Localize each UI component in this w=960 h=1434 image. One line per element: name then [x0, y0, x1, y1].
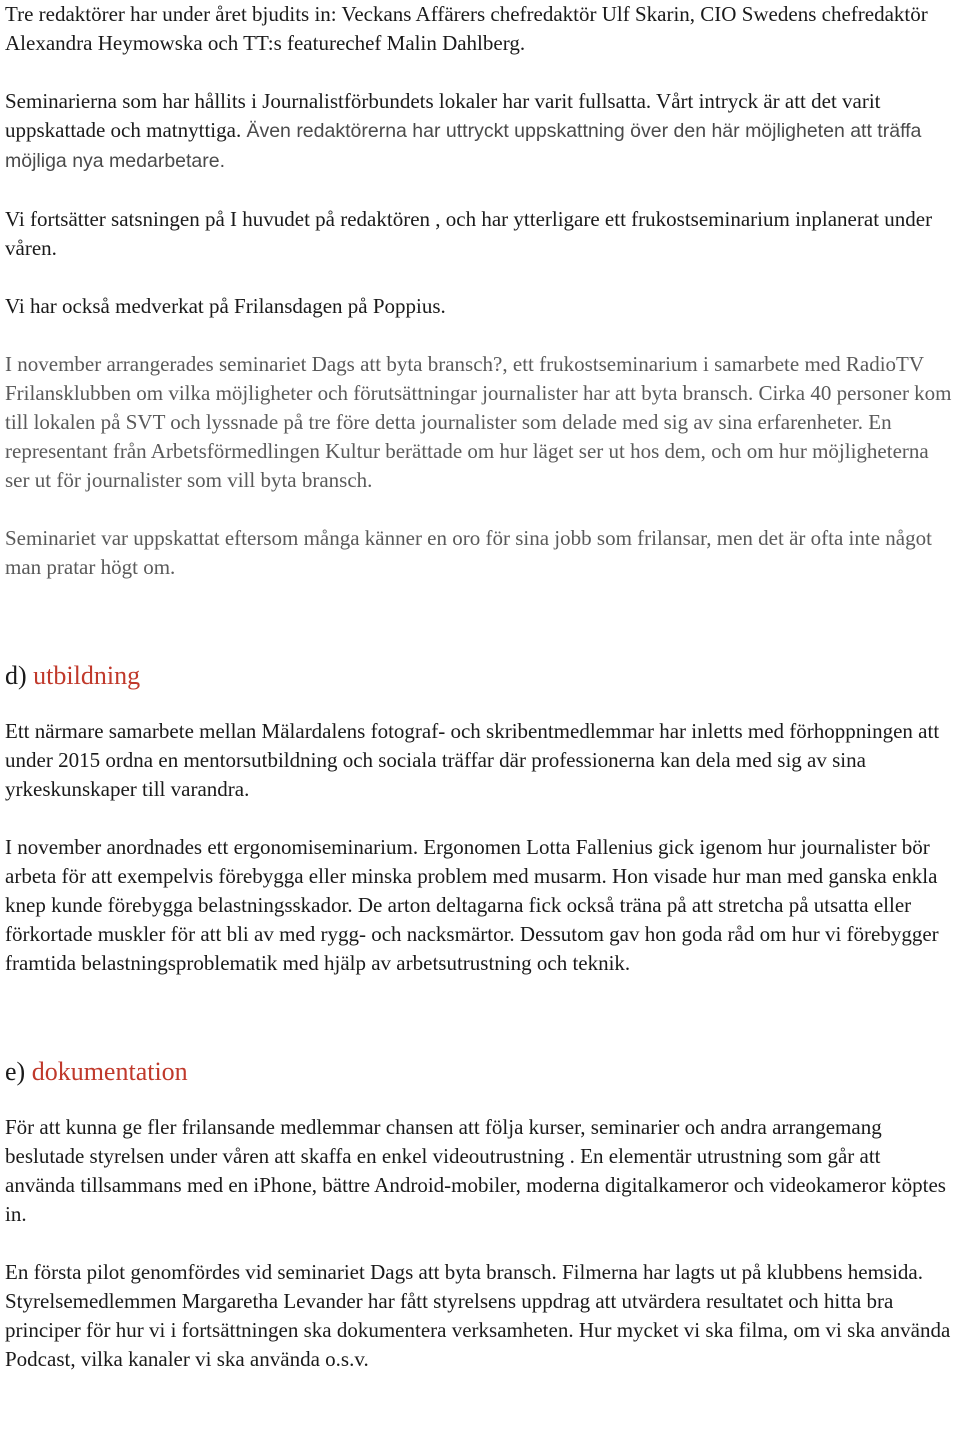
paragraph-satsning — [5, 205, 955, 263]
heading-prefix: d) — [5, 661, 34, 690]
paragraph-text: Seminariet var uppskattat eftersom många känner en oro för sina jobb som frilansar, men det är ofta inte något man pratar högt om. — [5, 526, 932, 579]
paragraph-videoutrustning — [5, 1113, 955, 1229]
paragraph-text: En första pilot genomfördes vid seminariet — [5, 1260, 371, 1284]
paragraph-pilot — [5, 1258, 955, 1374]
paragraph-text: . Filmerna har lagts ut på klubbens hemsida. Styrelsemedlemmen Margaretha Levander har fått styrelsens uppdrag att utvärdera resultatet och hitta bra principer för hur vi i fortsättningen ska dokumentera verksamheten. Hur mycket vi ska filma, om vi ska använda Podcast, vilka kanaler vi ska använda o.s.v. — [5, 1260, 951, 1371]
paragraph-text: Vi har också medverkat på Frilansdagen på Poppius. — [5, 294, 446, 318]
paragraph-text: Vi fortsätter satsningen på I huvudet på redaktören , och har ytterligare ett frukostseminarium inplanerat under våren. — [5, 207, 933, 260]
paragraph-text: I november anordnades ett ergonomiseminarium. Ergonomen Lotta Fallenius gick igenom hur journalister bör arbeta för att exempelvis förebygga eller minska problem med musarm. Hon visade hur man med ganska enkla knep kunde förebygga belastningsskador. De arton deltagarna fick också träna på att stretcha på utsatta eller förkortade muskler för att bli av med rygg- och nacksmärtor. Dessutom gav hon goda råd om hur vi förebygger framtida belastningsproblematik med hjälp av arbetsutrustning och teknik. — [5, 835, 939, 975]
section-heading-utbildning — [5, 659, 955, 693]
paragraph-ergonomi — [5, 833, 955, 978]
section-heading-dokumentation — [5, 1055, 955, 1089]
heading-prefix: e) — [5, 1057, 32, 1086]
document-page — [5, 0, 955, 1374]
section-spacer — [5, 611, 955, 659]
paragraph-seminarier — [5, 87, 955, 176]
paragraph-text: För att kunna ge fler frilansande medlemmar chansen att följa kurser, seminarier och andra arrangemang beslutade styrelsen under våren att skaffa en enkel videoutrustning . En elementär utrustning som går att använda tillsammans med en iPhone, bättre Android-mobiler, moderna digitalkameror och videokameror köptes in. — [5, 1115, 946, 1226]
heading-title: dokumentation — [31, 1057, 188, 1086]
paragraph-mentorsutbildning — [5, 717, 955, 804]
paragraph-redaktorer — [5, 0, 955, 58]
paragraph-text: Tre redaktörer har under året bjudits in: Veckans Affärers chefredaktör Ulf Skarin, CIO Swedens chefredaktör Alexandra Heymowska och TT:s featurechef Malin Dahlberg. — [5, 2, 928, 55]
seminar-title: Dags att byta bransch — [370, 1260, 552, 1284]
paragraph-frilansdagen — [5, 292, 955, 321]
paragraph-byta-bransch — [5, 350, 955, 495]
heading-title: utbildning — [33, 661, 141, 690]
section-spacer — [5, 1007, 955, 1055]
paragraph-text: Ett närmare samarbete mellan Mälardalens fotograf- och skribentmedlemmar har inletts med förhoppningen att under 2015 ordna en mentorsutbildning och sociala träffar där professionerna kan dela med sig av sina yrkeskunskaper till varandra. — [5, 719, 940, 801]
paragraph-uppskattat — [5, 524, 955, 582]
paragraph-text: , ett frukostseminarium i samarbete med RadioTV Frilansklubben om vilka möjligheter och förutsättningar journalister har att byta bransch. Cirka 40 personer kom till lokalen på SVT och lyssnade på tre före detta journalister som delade med sig av sina erfarenheter. En representant från Arbetsförmedlingen Kultur berättade om hur läget ser ut hos dem, och om hur möjligheterna ser ut för journalister som vill byta bransch. — [5, 352, 952, 492]
paragraph-text: Seminarierna som har hållits i Journalistförbundets lokaler har varit fullsatta. Vårt intryck är att det varit uppskattade och matnyttiga. — [5, 89, 881, 142]
seminar-title: I november arrangerades seminariet Dags att byta bransch? — [5, 352, 503, 376]
paragraph-text-sans: Även redaktörerna har uttryckt uppskattning över den här möjligheten att träffa möjliga nya medarbetare. — [5, 120, 922, 172]
